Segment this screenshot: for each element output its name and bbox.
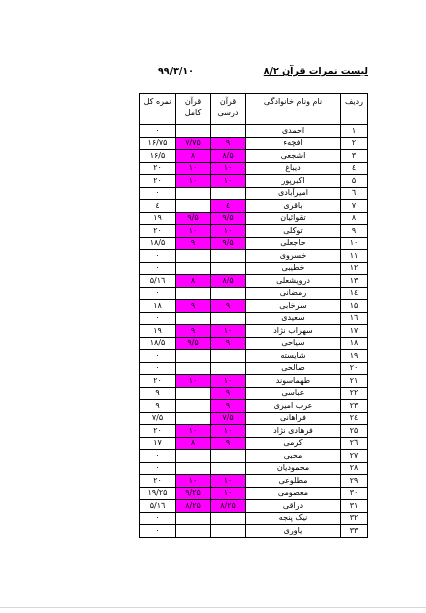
student-name-cell: صالحی — [246, 362, 341, 375]
total-score-cell: ۲۰ — [140, 225, 176, 238]
table-row — [140, 162, 368, 175]
row-number-cell: ۲ — [341, 137, 368, 150]
row-number-cell: ۲٤ — [341, 412, 368, 425]
total-score-cell: ۱۶/۷۵ — [140, 137, 176, 150]
table-row — [140, 262, 368, 275]
quran-lesson-score-cell — [211, 250, 246, 263]
total-score-cell: ۹ — [140, 400, 176, 413]
total-score-cell: ۰ — [140, 512, 176, 525]
total-score-cell: ۰ — [140, 312, 176, 325]
quran-full-score-cell — [176, 462, 211, 475]
document-title: لیست نمرات قرآن ۸/۲ — [263, 66, 368, 77]
quran-full-score-cell — [176, 312, 211, 325]
row-number-cell: ۱۹ — [341, 350, 368, 363]
student-name-cell: توکلی — [246, 225, 341, 238]
student-name-cell: محمودیان — [246, 462, 341, 475]
quran-lesson-score-cell — [211, 125, 246, 138]
table-row — [140, 250, 368, 263]
table-row — [140, 450, 368, 463]
row-number-cell: ۲۲ — [341, 387, 368, 400]
quran-full-score-cell: ۷/۷۵ — [176, 137, 211, 150]
quran-full-score-cell: ۹ — [176, 325, 211, 338]
student-name-cell: سعیدی — [246, 312, 341, 325]
table-row — [140, 300, 368, 313]
quran-lesson-score-cell: ۱۰ — [211, 162, 246, 175]
total-score-cell: ۰ — [140, 362, 176, 375]
quran-lesson-score-cell: ۱۰ — [211, 425, 246, 438]
total-score-cell: ٤ — [140, 200, 176, 213]
total-score-cell: ۰ — [140, 462, 176, 475]
table-row — [140, 137, 368, 150]
row-number-cell: ۱٤ — [341, 287, 368, 300]
student-name-cell: یاوری — [246, 525, 341, 538]
quran-lesson-score-cell: ۹ — [211, 137, 246, 150]
table-row — [140, 525, 368, 538]
row-number-cell: ۱۱ — [341, 250, 368, 263]
row-number-cell: ۳۱ — [341, 500, 368, 513]
quran-full-score-cell: ۹ — [176, 237, 211, 250]
quran-lesson-score-cell — [211, 262, 246, 275]
quran-full-score-cell — [176, 187, 211, 200]
document-header — [118, 66, 368, 82]
quran-lesson-score-cell: ۱۰ — [211, 487, 246, 500]
quran-lesson-score-cell: ۱۰ — [211, 175, 246, 188]
row-number-cell: ۷ — [341, 200, 368, 213]
student-name-cell: رمضانی — [246, 287, 341, 300]
quran-full-score-cell: ۱۰ — [176, 175, 211, 188]
total-score-cell: ۰ — [140, 187, 176, 200]
quran-full-score-cell: ۱۰ — [176, 425, 211, 438]
table-row — [140, 175, 368, 188]
total-score-cell: ۱۹ — [140, 212, 176, 225]
quran-lesson-score-cell: ۹ — [211, 387, 246, 400]
student-name-cell: فراهانی — [246, 412, 341, 425]
student-name-cell: سهراب نژاد — [246, 325, 341, 338]
total-score-cell: ۰ — [140, 125, 176, 138]
table-row — [140, 212, 368, 225]
quran-lesson-score-cell: ۸/۵ — [211, 150, 246, 163]
quran-lesson-score-cell: ۹ — [211, 300, 246, 313]
student-name-cell: افچه‌ء — [246, 137, 341, 150]
row-number-cell: ۲۷ — [341, 450, 368, 463]
table-row — [140, 125, 368, 138]
quran-lesson-score-cell: ۹ — [211, 437, 246, 450]
quran-full-score-cell — [176, 362, 211, 375]
student-name-cell: فرهادی نژاد — [246, 425, 341, 438]
table-row — [140, 200, 368, 213]
row-number-cell: ۱۳ — [341, 275, 368, 288]
table-row — [140, 337, 368, 350]
quran-full-score-cell — [176, 200, 211, 213]
total-score-cell: ۱۸/۵ — [140, 337, 176, 350]
quran-full-score-cell: ۹/۵ — [176, 337, 211, 350]
quran-lesson-score-cell: ٤ — [211, 200, 246, 213]
student-name-cell: دراقی — [246, 500, 341, 513]
student-name-cell: سیاحی — [246, 337, 341, 350]
student-name-cell: اکبرپور — [246, 175, 341, 188]
table-row — [140, 187, 368, 200]
row-number-cell: ۵ — [341, 175, 368, 188]
student-name-cell: باقری — [246, 200, 341, 213]
row-number-cell: ۳۲ — [341, 512, 368, 525]
quran-full-score-cell: ۱۰ — [176, 475, 211, 488]
quran-full-score-cell: ۹/۲۵ — [176, 487, 211, 500]
student-name-cell: کرمی — [246, 437, 341, 450]
total-score-cell: ۱۶/۵ — [140, 150, 176, 163]
table-row — [140, 425, 368, 438]
table-row — [140, 312, 368, 325]
quran-full-score-cell — [176, 450, 211, 463]
total-score-cell: ۱۹/۲۵ — [140, 487, 176, 500]
total-score-cell: ۱٦/۵ — [140, 275, 176, 288]
total-score-cell: ۰ — [140, 287, 176, 300]
table-row — [140, 150, 368, 163]
table-row — [140, 412, 368, 425]
grades-table — [139, 93, 368, 538]
row-number-cell: ۱۲ — [341, 262, 368, 275]
table-row — [140, 400, 368, 413]
quran-full-score-cell — [176, 512, 211, 525]
student-name-cell: سرخابی — [246, 300, 341, 313]
quran-lesson-score-cell: ۱۰ — [211, 325, 246, 338]
table-row — [140, 350, 368, 363]
quran-lesson-score-cell — [211, 187, 246, 200]
quran-lesson-score-cell: ۱۰ — [211, 225, 246, 238]
total-score-cell: ۱۷ — [140, 437, 176, 450]
quran-full-score-cell — [176, 412, 211, 425]
row-number-cell: ۲۰ — [341, 362, 368, 375]
total-score-cell: ۷/۵ — [140, 412, 176, 425]
quran-full-score-cell — [176, 125, 211, 138]
table-row — [140, 275, 368, 288]
row-number-cell: ۸ — [341, 212, 368, 225]
student-name-cell: تقوائیان — [246, 212, 341, 225]
quran-lesson-score-cell — [211, 287, 246, 300]
table-row — [140, 225, 368, 238]
document-date: ۹۹/۳/۱۰ — [158, 66, 194, 77]
row-number-cell: ۲۱ — [341, 375, 368, 388]
total-score-cell: ۰ — [140, 262, 176, 275]
quran-full-score-cell — [176, 250, 211, 263]
quran-full-score-cell — [176, 387, 211, 400]
quran-lesson-score-cell — [211, 362, 246, 375]
quran-lesson-score-cell: ۱۰ — [211, 375, 246, 388]
student-name-cell: مطلوعی — [246, 475, 341, 488]
total-score-cell: ۱۸ — [140, 300, 176, 313]
quran-full-score-cell: ۸ — [176, 275, 211, 288]
quran-full-score-cell: ۸ — [176, 150, 211, 163]
row-number-cell: ۱۵ — [341, 300, 368, 313]
quran-lesson-score-cell — [211, 525, 246, 538]
quran-full-score-cell: ۱۰ — [176, 162, 211, 175]
table-row — [140, 287, 368, 300]
table-row — [140, 462, 368, 475]
row-number-cell: ۱۰ — [341, 237, 368, 250]
total-score-cell: ۲۰ — [140, 475, 176, 488]
row-number-cell: ۲۹ — [341, 475, 368, 488]
row-number-cell: ۱٦ — [341, 312, 368, 325]
table-row — [140, 237, 368, 250]
total-score-cell: ۹ — [140, 387, 176, 400]
quran-full-score-cell — [176, 400, 211, 413]
row-number-cell: ۲۸ — [341, 462, 368, 475]
quran-lesson-score-cell: ۹/۵ — [211, 212, 246, 225]
table-header-row — [140, 94, 368, 125]
quran-full-score-cell: ۱۰ — [176, 225, 211, 238]
row-number-cell: ۳ — [341, 150, 368, 163]
student-name-cell: عباسی — [246, 387, 341, 400]
table-body — [140, 125, 368, 538]
quran-lesson-score-cell: ۹/۵ — [211, 237, 246, 250]
quran-full-score-cell — [176, 525, 211, 538]
table-row — [140, 512, 368, 525]
total-score-cell: ۲۰ — [140, 425, 176, 438]
quran-full-score-cell: ۹ — [176, 300, 211, 313]
student-name-cell: درویشعلی — [246, 275, 341, 288]
quran-full-score-cell: ۹/۵ — [176, 212, 211, 225]
row-number-cell: ۱ — [341, 125, 368, 138]
table-row — [140, 387, 368, 400]
quran-lesson-score-cell — [211, 462, 246, 475]
quran-lesson-score-cell: ۹ — [211, 400, 246, 413]
total-score-cell: ۰ — [140, 350, 176, 363]
total-score-cell: ۰ — [140, 450, 176, 463]
row-number-cell: ۲۵ — [341, 425, 368, 438]
quran-full-score-cell: ۸/۲۵ — [176, 500, 211, 513]
column-header-row-number: ردیف — [341, 94, 368, 125]
row-number-cell: ۱۷ — [341, 325, 368, 338]
total-score-cell: ۰ — [140, 250, 176, 263]
quran-lesson-score-cell — [211, 450, 246, 463]
student-name-cell: امیرآبادی — [246, 187, 341, 200]
student-name-cell: شایسته — [246, 350, 341, 363]
quran-lesson-score-cell: ۷/۵ — [211, 412, 246, 425]
quran-full-score-cell: ۱۰ — [176, 375, 211, 388]
quran-full-score-cell — [176, 287, 211, 300]
row-number-cell: ۲٦ — [341, 437, 368, 450]
total-score-cell: ۲۰ — [140, 175, 176, 188]
total-score-cell: ۰ — [140, 525, 176, 538]
column-header-quran-lesson: قرآن درسی — [211, 94, 246, 125]
quran-lesson-score-cell: ۱۰ — [211, 475, 246, 488]
quran-full-score-cell — [176, 350, 211, 363]
quran-lesson-score-cell — [211, 350, 246, 363]
row-number-cell: ۱۸ — [341, 337, 368, 350]
student-name-cell: خطیبی — [246, 262, 341, 275]
quran-lesson-score-cell: ۸/۵ — [211, 275, 246, 288]
table-row — [140, 475, 368, 488]
table-row — [140, 500, 368, 513]
row-number-cell: ٤ — [341, 162, 368, 175]
student-name-cell: احمدی — [246, 125, 341, 138]
row-number-cell: ۲۳ — [341, 400, 368, 413]
row-number-cell: ۳۰ — [341, 487, 368, 500]
student-name-cell: معصومی — [246, 487, 341, 500]
student-name-cell: عرب امیری — [246, 400, 341, 413]
quran-lesson-score-cell — [211, 312, 246, 325]
row-number-cell: ٦ — [341, 187, 368, 200]
total-score-cell: ۱۹ — [140, 325, 176, 338]
quran-lesson-score-cell: ۸/۲۵ — [211, 500, 246, 513]
student-name-cell: محبی — [246, 450, 341, 463]
total-score-cell: ۱٦/۵ — [140, 500, 176, 513]
student-name-cell: نیک پنجه — [246, 512, 341, 525]
student-name-cell: حاجعلی — [246, 237, 341, 250]
table-row — [140, 437, 368, 450]
student-name-cell: خسروی — [246, 250, 341, 263]
column-header-name: نام ونام خانوادگی — [246, 94, 341, 125]
page-divider — [0, 607, 426, 608]
table-row — [140, 375, 368, 388]
student-name-cell: اشجعی — [246, 150, 341, 163]
table-row — [140, 487, 368, 500]
table-row — [140, 362, 368, 375]
column-header-total-score: نمره کل — [140, 94, 176, 125]
row-number-cell: ۳۳ — [341, 525, 368, 538]
quran-lesson-score-cell: ۹ — [211, 337, 246, 350]
total-score-cell: ۱۸/۵ — [140, 237, 176, 250]
row-number-cell: ۹ — [341, 225, 368, 238]
student-name-cell: طهماسوند — [246, 375, 341, 388]
total-score-cell: ۲۰ — [140, 162, 176, 175]
student-name-cell: دیباغ — [246, 162, 341, 175]
column-header-quran-full: قرآن کامل — [176, 94, 211, 125]
quran-lesson-score-cell — [211, 512, 246, 525]
quran-full-score-cell: ۸ — [176, 437, 211, 450]
total-score-cell: ۲۰ — [140, 375, 176, 388]
quran-full-score-cell — [176, 262, 211, 275]
table-row — [140, 325, 368, 338]
